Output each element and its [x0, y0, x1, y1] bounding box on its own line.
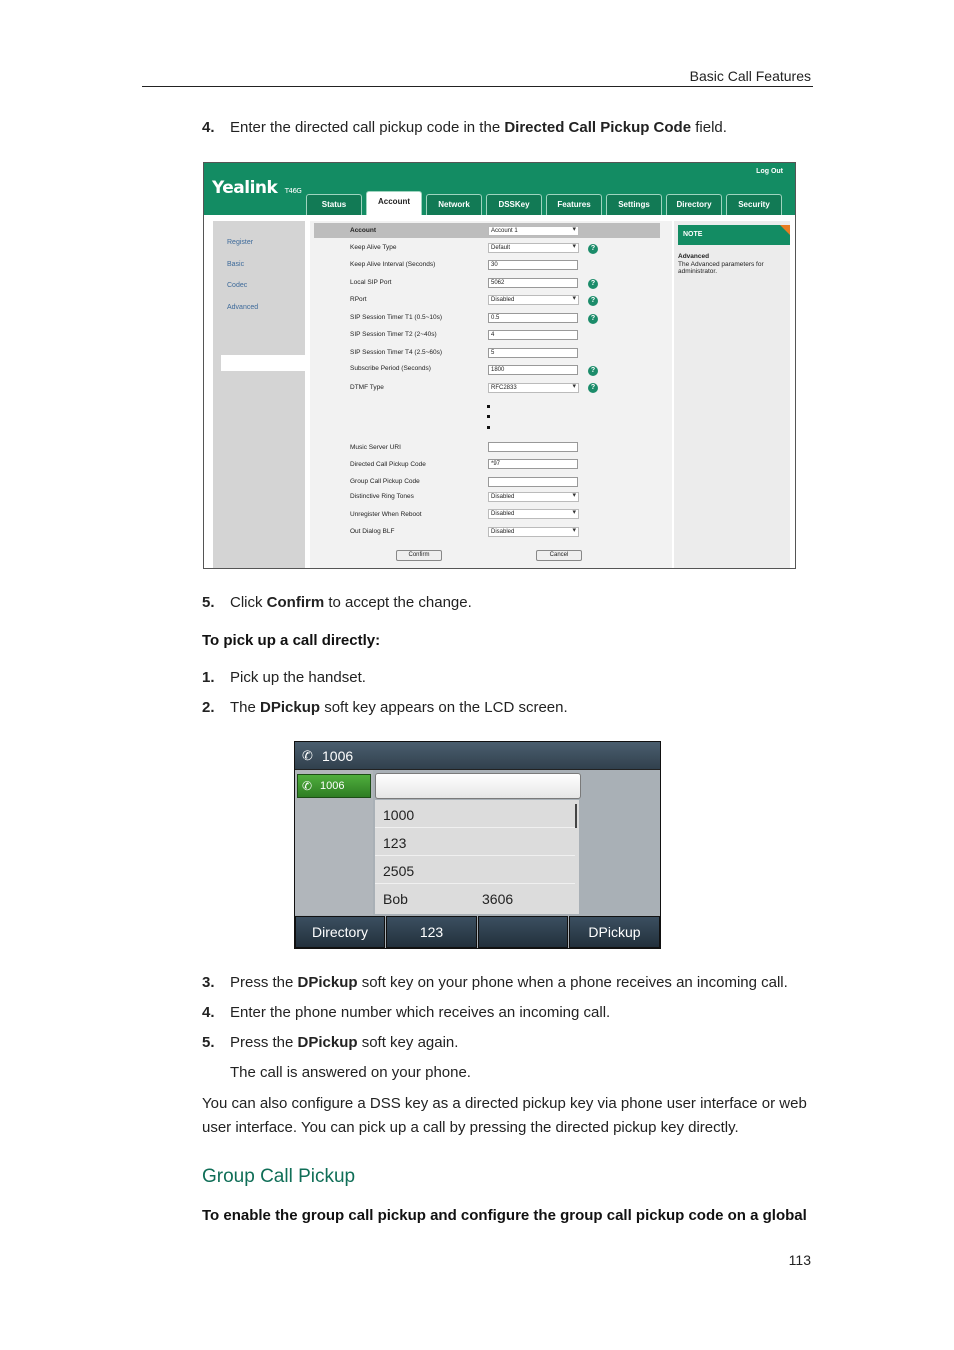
step-3-press-dpickup — [202, 973, 788, 993]
help-icon[interactable]: ? — [588, 314, 598, 324]
list-item-name: 2505 — [383, 863, 415, 879]
tab-network[interactable]: Network — [426, 194, 482, 215]
sidebar-item-register[interactable]: Register — [227, 239, 254, 246]
step-number: 5. — [202, 594, 215, 611]
step-text-post: soft key on your phone when a phone receives an incoming call. — [357, 974, 788, 991]
dtmf-type-select[interactable]: RFC2833 ▾ — [488, 383, 579, 393]
field-label: SIP Session Timer T1 (0.5~10s) — [350, 314, 443, 321]
step-number: 2. — [202, 699, 215, 716]
tab-directory[interactable]: Directory — [666, 194, 722, 215]
step-4-enter-number — [202, 1003, 610, 1023]
page-number: 113 — [788, 1252, 811, 1268]
step-number: 3. — [202, 974, 215, 991]
account-select[interactable]: Account 1 ▾ — [488, 226, 579, 236]
session-timer-t4-input[interactable]: 5 — [488, 348, 578, 358]
help-icon[interactable]: ? — [588, 244, 598, 254]
step-number: 1. — [202, 669, 215, 686]
help-icon[interactable]: ? — [588, 296, 598, 306]
out-dialog-blf-select[interactable]: Disabled ▾ — [488, 527, 579, 537]
step-5-press-again — [202, 1033, 458, 1053]
rport-select[interactable]: Disabled ▾ — [488, 295, 579, 305]
unregister-when-reboot-select[interactable]: Disabled ▾ — [488, 509, 579, 519]
section-title: Group Call Pickup — [202, 1166, 356, 1187]
keep-alive-interval-input[interactable]: 30 — [488, 260, 578, 270]
procedure-heading: To pick up a call directly: — [202, 632, 381, 649]
session-timer-t1-input[interactable]: 0.5 — [488, 313, 578, 323]
tab-dsskey[interactable]: DSSKey — [486, 194, 542, 215]
ellipsis-dot — [487, 426, 490, 429]
softkey-empty[interactable] — [478, 916, 568, 948]
session-timer-t2-input[interactable]: 4 — [488, 330, 578, 340]
field-label: Directed Call Pickup Code — [350, 461, 426, 468]
step-text: Press the — [230, 1034, 298, 1051]
step-text-post: field. — [691, 119, 727, 136]
directed-call-pickup-code-input[interactable]: *97 — [488, 459, 578, 469]
step-bold: DPickup — [297, 1034, 358, 1051]
step-1-handset — [202, 668, 366, 688]
body-paragraph: You can also configure a DSS key as a directed pickup key via phone user interface or web user interface. You can pick up a call by pressing the directed pickup key directly. — [202, 1095, 807, 1136]
list-item[interactable] — [375, 828, 575, 856]
lcd-title-number: 1006 — [322, 748, 354, 764]
note-header: NOTE — [678, 225, 790, 245]
tab-features[interactable]: Features — [546, 194, 602, 215]
sidebar-item-advanced[interactable]: Advanced — [227, 304, 259, 311]
cancel-button[interactable]: Cancel — [536, 550, 582, 561]
step-text: Pick up the handset. — [230, 669, 366, 686]
field-label: Unregister When Reboot — [350, 511, 422, 518]
tab-security[interactable]: Security — [726, 194, 782, 215]
group-call-pickup-code-input[interactable] — [488, 477, 578, 487]
step-5-confirm — [202, 593, 472, 613]
field-label: Keep Alive Type — [350, 244, 397, 251]
step-text: Enter the directed call pickup code in the — [230, 119, 505, 136]
list-item-name: 1000 — [383, 807, 415, 823]
step-result-text: The call is answered on your phone. — [230, 1064, 471, 1081]
note-corner-flag-icon — [780, 225, 790, 235]
keep-alive-type-select[interactable]: Default ▾ — [488, 243, 579, 253]
list-item[interactable] — [375, 856, 575, 884]
sidebar-active-highlight — [221, 355, 305, 371]
step-number: 5. — [202, 1034, 215, 1051]
note-panel — [674, 221, 790, 569]
dial-input-field[interactable] — [375, 773, 581, 799]
step-text-post: soft key appears on the LCD screen. — [320, 699, 568, 716]
softkey-123[interactable]: 123 — [386, 916, 477, 948]
list-item[interactable] — [375, 884, 575, 912]
line-key-1006[interactable] — [297, 774, 371, 798]
field-label: DTMF Type — [350, 384, 384, 391]
step-text: The — [230, 699, 261, 716]
step-4-directed-code — [202, 118, 727, 138]
step-bold: DPickup — [297, 974, 358, 991]
local-sip-port-input[interactable]: 5062 — [488, 278, 578, 288]
field-label: RPort — [350, 296, 367, 303]
music-server-uri-input[interactable] — [488, 442, 578, 452]
running-header: Basic Call Features — [689, 68, 811, 84]
field-label: Local SIP Port — [350, 279, 392, 286]
field-label: SIP Session Timer T2 (2~40s) — [350, 331, 437, 338]
step-number: 4. — [202, 119, 215, 136]
step-text: Click — [230, 594, 267, 611]
list-item-name: 123 — [383, 835, 407, 851]
confirm-button[interactable]: Confirm — [396, 550, 442, 561]
step-2-dpickup-appears — [202, 698, 568, 718]
search-result-list — [375, 800, 579, 914]
step-number: 4. — [202, 1004, 215, 1021]
ellipsis-dot — [487, 415, 490, 418]
yealink-logo: Yealink T46G — [212, 178, 302, 198]
field-label: Out Dialog BLF — [350, 528, 395, 535]
list-item-name: Bob — [383, 891, 408, 907]
field-label: Subscribe Period (Seconds) — [350, 365, 431, 372]
help-icon[interactable]: ? — [588, 366, 598, 376]
step-text: Enter the phone number which receives an incoming call. — [230, 1004, 611, 1021]
list-scrollbar[interactable] — [575, 804, 577, 828]
list-item[interactable] — [375, 800, 575, 828]
softkey-directory[interactable]: Directory — [295, 916, 385, 948]
distinctive-ring-tones-select[interactable]: Disabled ▾ — [488, 492, 579, 502]
tab-settings[interactable]: Settings — [606, 194, 662, 215]
web-ui-screenshot — [203, 162, 796, 569]
note-title: Advanced — [678, 253, 710, 260]
phone-lcd-screenshot — [294, 741, 661, 949]
web-ui-top-bar — [204, 163, 795, 215]
ellipsis-dot — [487, 405, 490, 408]
web-ui-sidebar — [213, 221, 305, 569]
field-label: Group Call Pickup Code — [350, 478, 420, 485]
softkey-dpickup[interactable]: DPickup — [569, 916, 660, 948]
logout-link[interactable]: Log Out — [756, 168, 783, 175]
phone-handset-icon: ✆ — [302, 779, 313, 793]
help-icon[interactable]: ? — [588, 383, 598, 393]
step-text: Press the — [230, 974, 298, 991]
field-label: Keep Alive Interval (Seconds) — [350, 261, 436, 268]
tab-status[interactable]: Status — [306, 194, 362, 215]
step-bold: Confirm — [266, 594, 325, 611]
field-label: Music Server URI — [350, 444, 401, 451]
phone-handset-icon: ✆ — [302, 748, 313, 763]
field-label: SIP Session Timer T4 (2.5~60s) — [350, 349, 443, 356]
step-text-post: to accept the change. — [324, 594, 472, 611]
step-text-post: soft key again. — [357, 1034, 459, 1051]
subscribe-period-input[interactable]: 1800 — [488, 365, 578, 375]
sidebar-item-basic[interactable]: Basic — [227, 261, 245, 268]
step-bold: DPickup — [260, 699, 321, 716]
line-key-label: 1006 — [320, 780, 345, 792]
header-rule — [142, 86, 813, 87]
procedure-heading: To enable the group call pickup and configure the group call pickup code on a global — [202, 1207, 807, 1224]
field-label: Distinctive Ring Tones — [350, 493, 414, 500]
note-text: The Advanced parameters for administrator. — [678, 261, 764, 275]
tab-account[interactable]: Account — [366, 191, 422, 215]
sidebar-item-codec[interactable]: Codec — [227, 282, 248, 289]
help-icon[interactable]: ? — [588, 279, 598, 289]
account-label: Account — [350, 227, 376, 234]
step-bold: Directed Call Pickup Code — [504, 119, 692, 136]
lcd-title-bar — [295, 742, 660, 770]
list-item-number: 3606 — [482, 891, 514, 907]
